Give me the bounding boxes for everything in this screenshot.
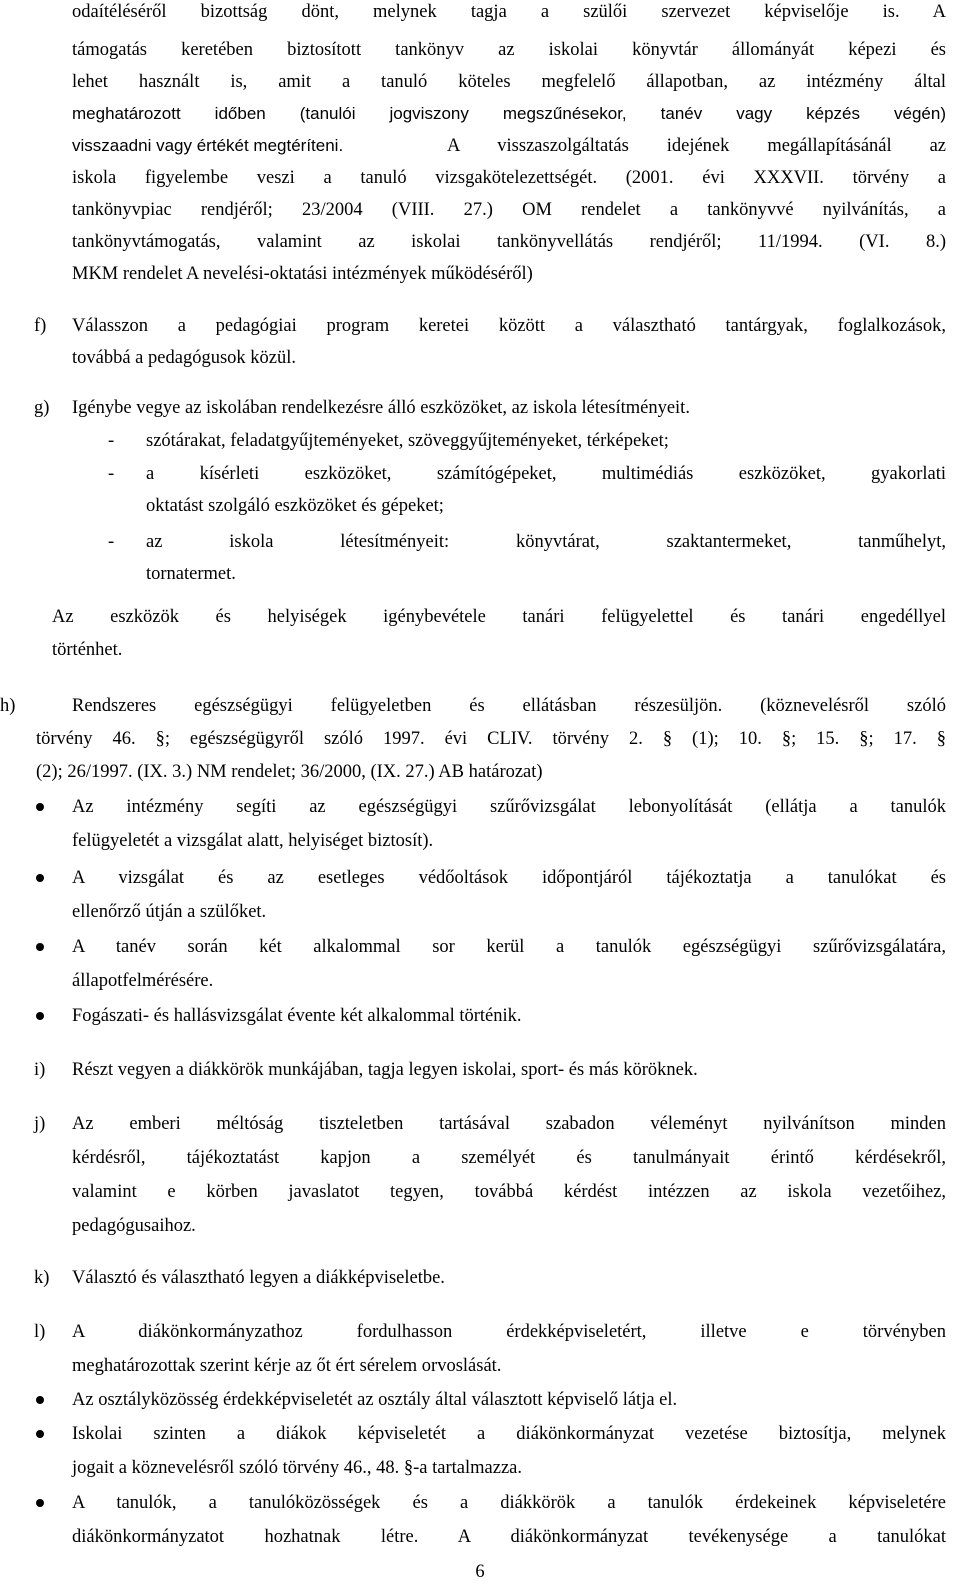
item-line: Válasszon a pedagógiai program keretei között a választható tantárgyak, foglalkozások, [72, 316, 946, 336]
dash-item-line: szótárakat, feladatgyűjteményeket, szöveggyűjteményeket, térképeket; [146, 431, 669, 451]
dash-item-line: az iskola létesítményeit: könyvtárat, szaktantermeket, tanműhelyt, [146, 532, 946, 552]
intro-line: tankönyvtámogatás, valamint az iskolai tankönyvellátás rendjéről; 11/1994. (VI. 8.) [72, 232, 946, 252]
bullet-line: A tanulók, a tanulóközösségek és a diákkörök a tanulók érdekeinek képviseletére [72, 1493, 946, 1513]
intro-line: meghatározott időben (tanulói jogviszony megszűnésekor, tanév vagy képzés végén) [72, 104, 946, 123]
item-label: g) [34, 398, 50, 418]
item-line: Igénybe vegye az iskolában rendelkezésre álló eszközöket, az iskola létesítményeit. [72, 398, 690, 418]
dash-item-line: tornatermet. [146, 564, 236, 584]
note-line: történhet. [52, 640, 123, 660]
item-line: törvény 46. §; egészségügyről szóló 1997. évi CLIV. törvény 2. § (1); 10. §; 15. §; 17. § [36, 729, 946, 749]
bullet-line: állapotfelmérésére. [72, 971, 214, 991]
bullet-line: Az osztályközösség érdekképviseletét az osztály által választott képviselő látja el. [72, 1390, 678, 1410]
bullet-line: Fogászati- és hallásvizsgálat évente két alkalommal történik. [72, 1006, 522, 1026]
item-line: továbbá a pedagógusok közül. [72, 348, 296, 368]
item-line: Választó és választható legyen a diákképviseletbe. [72, 1268, 445, 1288]
bullet-line: felügyeletét a vizsgálat alatt, helyiséget biztosít). [72, 831, 434, 851]
intro-line: A visszaszolgáltatás idejének megállapításánál az [447, 136, 946, 156]
dash-marker: - [108, 532, 115, 552]
bullet-dot [36, 803, 44, 811]
intro-line: támogatás keretében biztosított tankönyv az iskolai könyvtár állományát képezi és [72, 40, 946, 60]
bullet-dot [36, 1499, 44, 1507]
item-label: j) [34, 1114, 46, 1134]
item-line: Részt vegyen a diákkörök munkájában, tagja legyen iskolai, sport- és más köröknek. [72, 1060, 698, 1080]
bullet-dot [36, 1396, 44, 1404]
item-line: Az emberi méltóság tiszteletben tartásával szabadon véleményt nyilvánítson minden [72, 1114, 946, 1134]
item-label: f) [34, 316, 47, 336]
item-label: h) [0, 696, 16, 716]
intro-line: lehet használt is, amit a tanuló köteles megfelelő állapotban, az intézmény által [72, 72, 946, 92]
bullet-dot [36, 1430, 44, 1438]
item-line: A diákönkormányzathoz fordulhasson érdekképviseletért, illetve e törvényben [72, 1322, 946, 1342]
item-line: meghatározottak szerint kérje az őt ért sérelem orvoslását. [72, 1356, 502, 1376]
bullet-line: A tanév során két alkalommal sor kerül a tanulók egészségügyi szűrővizsgálatára, [72, 937, 946, 957]
bullet-line: A vizsgálat és az esetleges védőoltások időpontjáról tájékoztatja a tanulókat és [72, 868, 946, 888]
bullet-dot [36, 874, 44, 882]
dash-marker: - [108, 464, 115, 484]
dash-marker: - [108, 431, 115, 451]
intro-line: visszaadni vagy értékét megtéríteni. [72, 136, 344, 155]
bullet-line: jogait a köznevelésről szóló törvény 46., 48. §-a tartalmazza. [72, 1458, 522, 1478]
item-line: Rendszeres egészségügyi felügyeletben és ellátásban részesüljön. (köznevelésről szóló [72, 696, 946, 716]
item-line: (2); 26/1997. (IX. 3.) NM rendelet; 36/2000, (IX. 27.) AB határozat) [36, 762, 543, 782]
dash-item-line: a kísérleti eszközöket, számítógépeket, multimédiás eszközöket, gyakorlati [146, 464, 946, 484]
note-line: Az eszközök és helyiségek igénybevétele tanári felügyelettel és tanári engedéllyel [52, 607, 946, 627]
item-line: pedagógusaihoz. [72, 1216, 196, 1236]
dash-item-line: oktatást szolgáló eszközöket és gépeket; [146, 496, 444, 516]
bullet-line: diákönkormányzatot hozhatnak létre. A diákönkormányzat tevékenysége a tanulókat [72, 1527, 946, 1547]
bullet-line: Iskolai szinten a diákok képviseletét a diákönkormányzat vezetése biztosítja, melynek [72, 1424, 946, 1444]
bullet-dot [36, 1012, 44, 1020]
bullet-line: ellenőrző útján a szülőket. [72, 902, 267, 922]
page-number: 6 [475, 1562, 485, 1582]
intro-line: odaítéléséről bizottság dönt, melynek tagja a szülői szervezet képviselője is. A [72, 2, 946, 22]
item-label: i) [34, 1060, 46, 1080]
bullet-line: Az intézmény segíti az egészségügyi szűrővizsgálat lebonyolítását (ellátja a tanulók [72, 797, 946, 817]
item-label: l) [34, 1322, 46, 1342]
intro-line: iskola figyelembe veszi a tanuló vizsgakötelezettségét. (2001. évi XXXVII. törvény a [72, 168, 946, 188]
intro-line: tankönyvpiac rendjéről; 23/2004 (VIII. 27.) OM rendelet a tankönyvvé nyilvánítás, a [72, 200, 946, 220]
item-line: valamint e körben javaslatot tegyen, továbbá kérdést intézzen az iskola vezetőihez, [72, 1182, 946, 1202]
bullet-dot [36, 943, 44, 951]
intro-line: MKM rendelet A nevelési-oktatási intézmények működéséről) [72, 264, 533, 284]
item-line: kérdésről, tájékoztatást kapjon a személyét és tanulmányait érintő kérdésekről, [72, 1148, 946, 1168]
item-label: k) [34, 1268, 50, 1288]
